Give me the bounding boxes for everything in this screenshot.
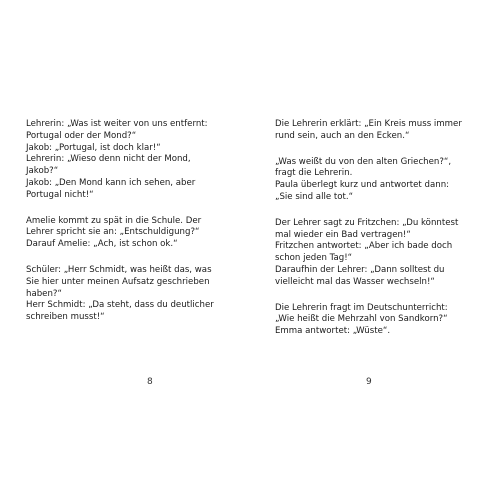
text-line: „Wie heißt die Mehrzahl von Sandkorn?“ <box>275 314 448 325</box>
page-number-left: 8 <box>147 377 153 387</box>
text-line: haben?“ <box>26 288 62 299</box>
left-page-text <box>26 119 241 338</box>
text-line: Lehrer spricht sie an: „Entschuldigung?“ <box>26 227 200 238</box>
joke-portugal <box>26 119 241 202</box>
joke-fritzchen <box>275 218 495 289</box>
text-line: Die Lehrerin erklärt: „Ein Kreis muss immer <box>275 119 462 129</box>
right-page <box>250 0 500 500</box>
text-line: Die Lehrerin fragt im Deutschunterricht: <box>275 302 448 313</box>
text-line: Der Lehrer sagt zu Fritzchen: „Du könntest <box>275 217 459 228</box>
text-line: Sie hier unter meinen Aufsatz geschrieben <box>26 276 210 287</box>
text-line: Portugal oder der Mond?“ <box>26 130 137 141</box>
page-number-right: 9 <box>366 377 372 387</box>
text-line: rund sein, auch an den Ecken.“ <box>275 130 410 141</box>
text-line: Paula überlegt kurz und antwortet dann: <box>275 180 450 191</box>
text-line: Lehrerin: „Wieso denn nicht der Mond, <box>26 154 191 165</box>
text-line: schon jeden Tag!“ <box>275 253 353 264</box>
text-line: Darauf Amelie: „Ach, ist schon ok.“ <box>26 239 178 250</box>
joke-kreis <box>275 119 495 143</box>
text-line: Portugal nicht!“ <box>26 189 94 200</box>
text-line: mal wieder ein Bad vertragen!“ <box>275 229 411 240</box>
text-line: Jakob: „Den Mond kann ich sehen, aber <box>26 177 196 188</box>
text-line: Daraufhin der Lehrer: „Dann solltest du <box>275 264 445 275</box>
joke-sandkorn <box>275 303 495 338</box>
text-line: Lehrerin: „Was ist weiter von uns entfernt: <box>26 119 208 129</box>
text-line: „Sie sind alle tot.“ <box>275 191 354 202</box>
text-line: „Was weißt du von den alten Griechen?“, <box>275 156 452 167</box>
joke-schmidt <box>26 265 241 324</box>
joke-amelie <box>26 216 241 251</box>
text-line: fragt die Lehrerin. <box>275 168 353 179</box>
text-line: vielleicht mal das Wasser wechseln!“ <box>275 276 435 287</box>
text-line: Herr Schmidt: „Da steht, dass du deutlicher <box>26 300 214 311</box>
text-line: Jakob: „Portugal, ist doch klar!“ <box>26 142 161 153</box>
text-line: Schüler: „Herr Schmidt, was heißt das, was <box>26 264 212 275</box>
text-line: Amelie kommt zu spät in die Schule. Der <box>26 215 202 226</box>
text-line: Emma antwortet: „Wüste“. <box>275 326 391 337</box>
right-page-text <box>275 119 495 352</box>
text-line: schreiben musst!“ <box>26 312 105 323</box>
text-line: Fritzchen antwortet: „Aber ich bade doch <box>275 241 453 252</box>
text-line: Jakob?“ <box>26 166 59 177</box>
joke-griechen <box>275 157 495 204</box>
